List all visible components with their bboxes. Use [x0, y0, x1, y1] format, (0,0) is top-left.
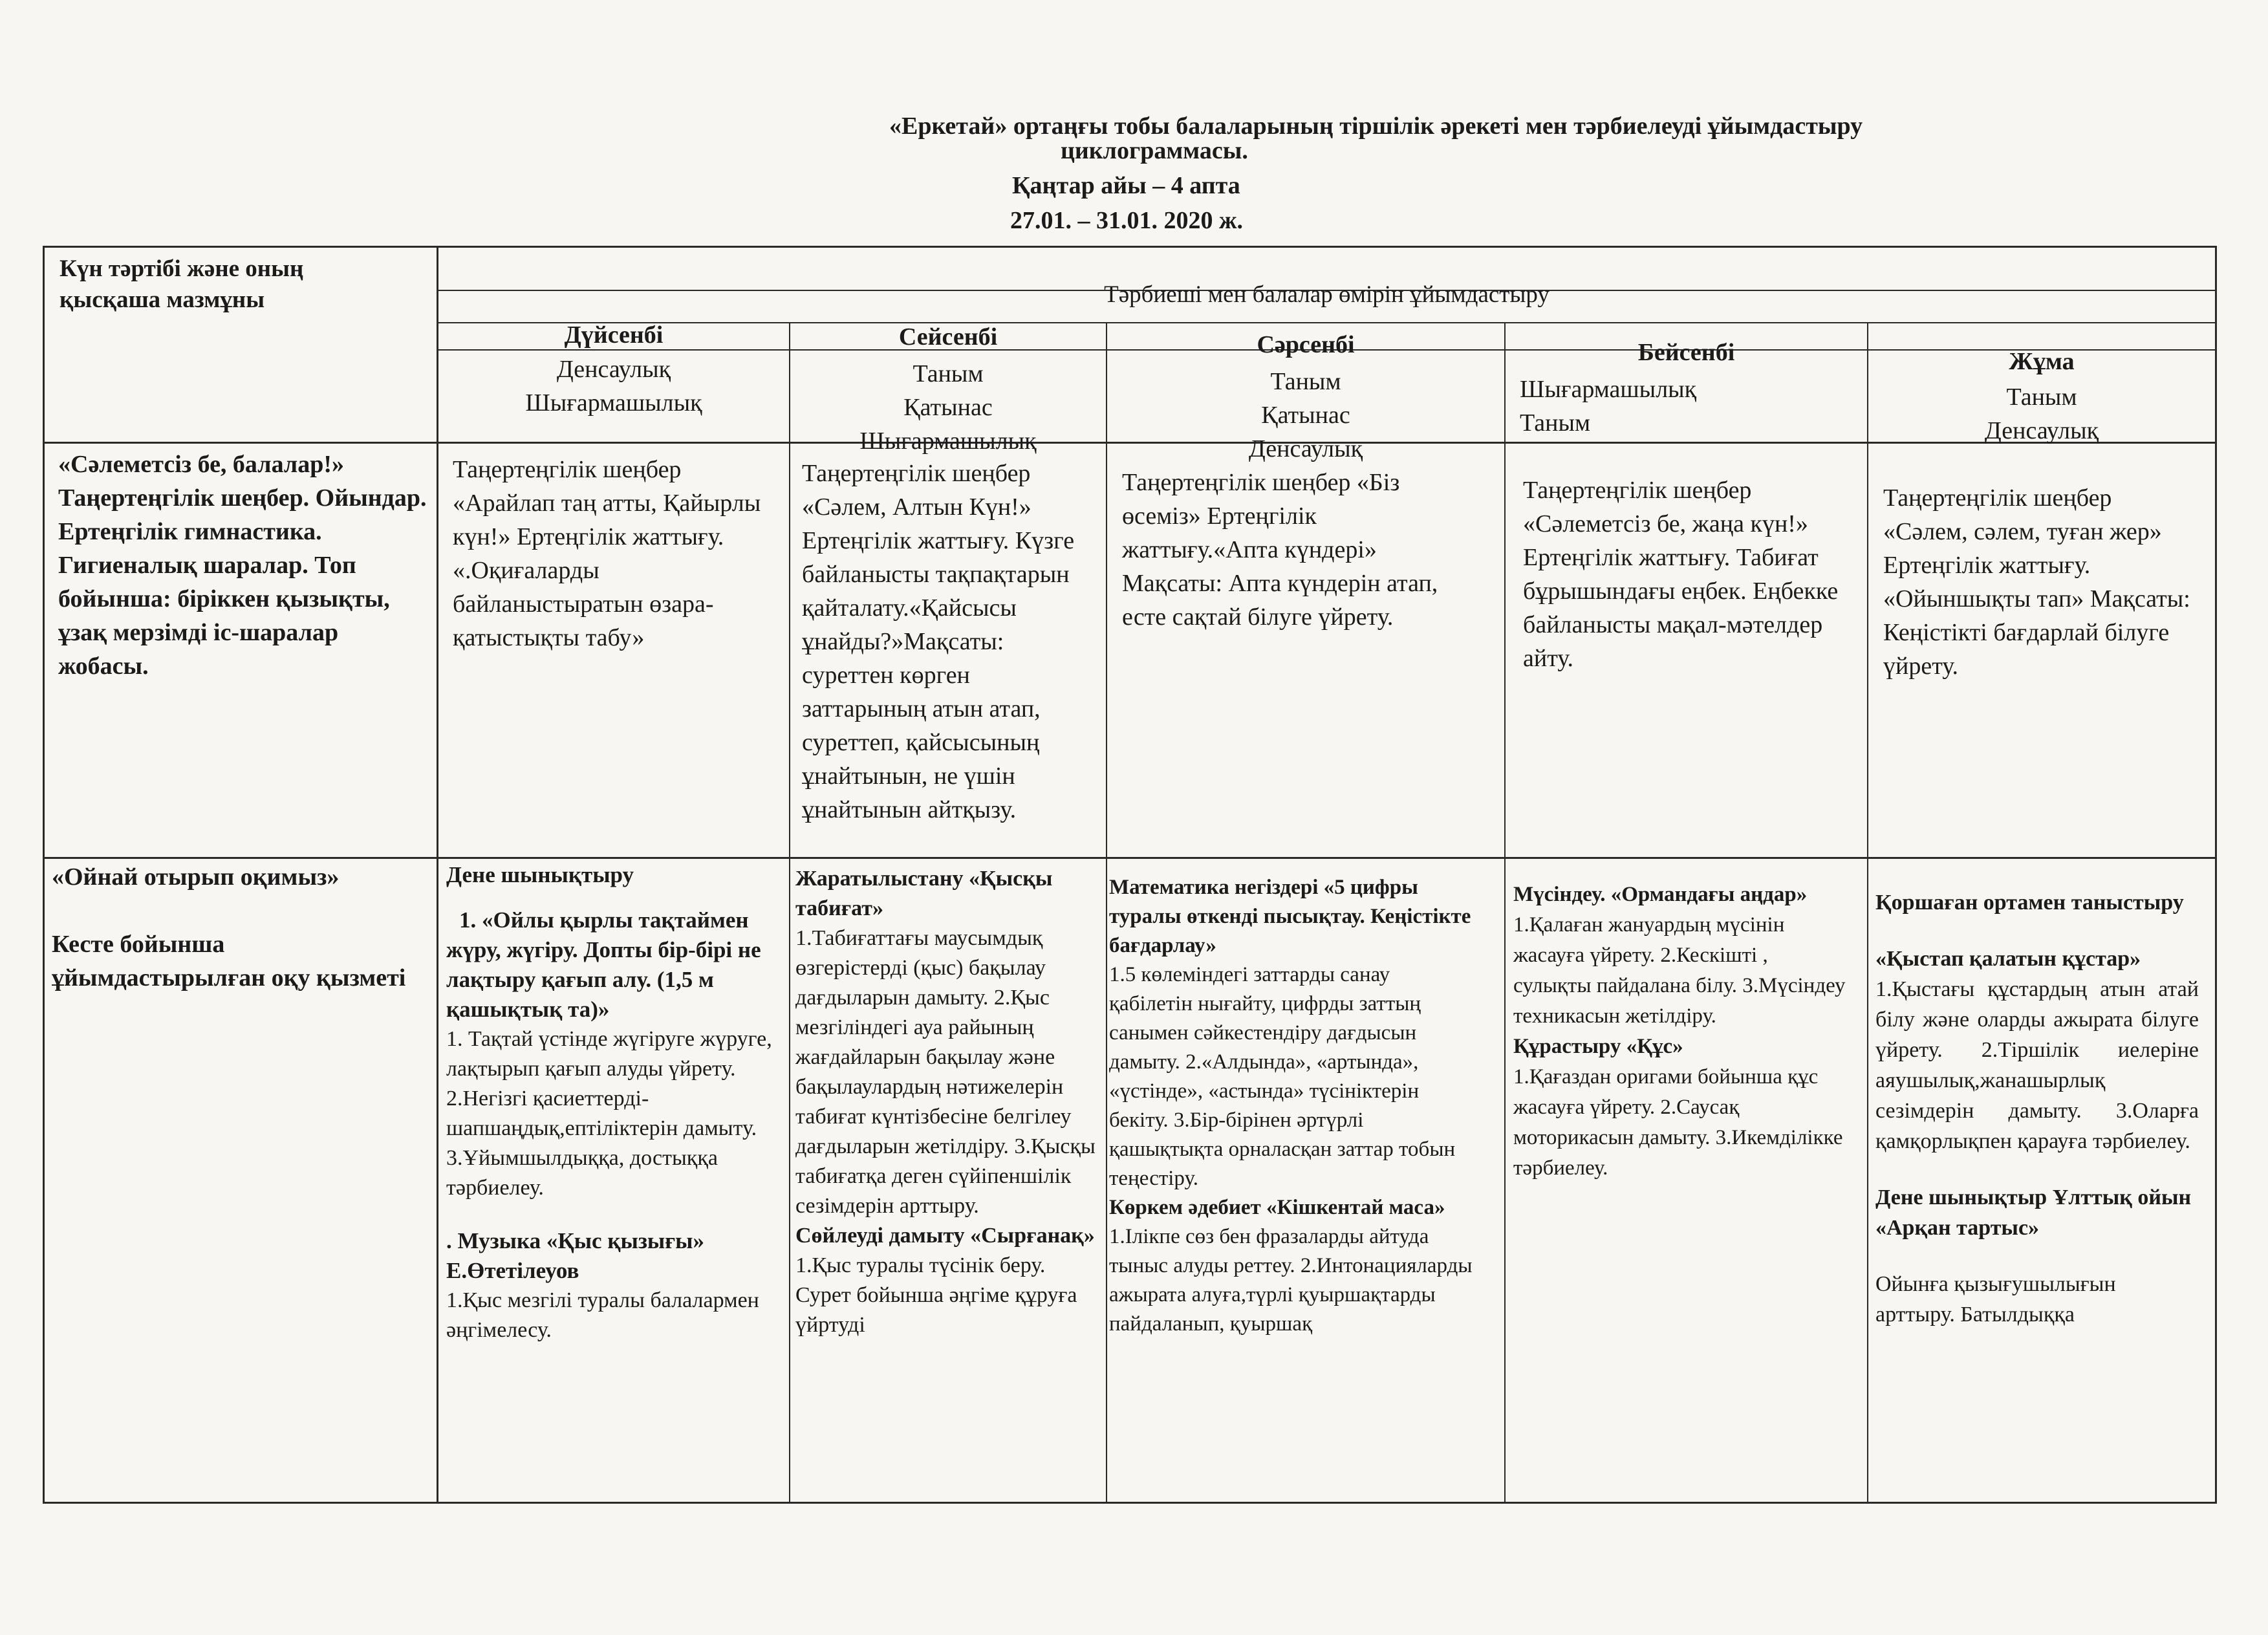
table-border-top	[43, 246, 2217, 248]
table-border-bottom	[43, 1502, 2217, 1504]
subject-title: Дене шынықтыр Ұлттық ойын «Арқан тартыс»	[1875, 1186, 2192, 1240]
area-item: Денсаулық	[1984, 417, 2099, 444]
row2-label	[52, 860, 427, 995]
topic-title: «Қыстап қалатын құстар»	[1875, 947, 2141, 971]
goals: 1.Қыстағы құстардың атын атай білу және оларды ажырата білуге үйрету. 2.Тіршілік иелеріне аяушылық,жанашырлық сезімдерін дамыту. 3.Оларға қамқорлықпен қарауға тәрбиелеу.	[1875, 977, 2199, 1153]
area-item: Таным	[913, 360, 984, 387]
table-col-line-3	[1106, 322, 1107, 1504]
row2-wednesday	[1109, 873, 1478, 1339]
subject-title: Математика негіздері «5 цифры туралы өткенді пысықтау. Кеңістікте бағдарлау»	[1109, 876, 1471, 957]
row2-label-title: «Ойнай отырып оқимыз»	[52, 863, 340, 891]
topic-title: 1. «Ойлы қырлы тақтаймен жүру, жүгіру. Допты бір-бірі не лақтыру қағып алу. (1,5 м қашықтық та)»	[446, 907, 761, 1022]
table-col-line-4	[1504, 322, 1506, 1504]
corner-header: Күн тәртібі және оның қысқаша мазмұны	[59, 255, 304, 313]
goals: 1. Тақтай үстінде жүгіруге жүруге, лақтырып қағып алуды үйрету. 2.Негізгі қасиеттерді-шапшаңдық,ептіліктерін дамыту. 3.Ұйымшылдыққа, достыққа тәрбиелеу.	[446, 1027, 772, 1200]
goals: 1.Қыс туралы түсінік беру. Сурет бойынша әңгіме құруға үйртуді	[795, 1253, 1077, 1337]
areas-tuesday	[790, 357, 1106, 458]
area-item: Шығармашылық	[859, 428, 1037, 455]
subject-title: Құрастыру «Құс»	[1513, 1035, 1683, 1058]
day-thursday: Бейсенбі	[1637, 339, 1735, 366]
row1-monday: Таңертеңгілік шеңбер «Арайлап таң атты, Қайырлы күн!» Ертеңгілік жаттығу. «.Оқиғаларды байланыстыратын өзара-қатыстықты табу»	[453, 456, 761, 651]
subject-title: Мүсіндеу. «Ормандағы аңдар»	[1513, 883, 1808, 906]
main-header: Тәрбиеші мен балалар өмірін ұйымдастыру	[1104, 281, 1550, 308]
area-item: Денсаулық	[1248, 435, 1363, 462]
row1-tuesday: Таңертеңгілік шеңбер «Сәлем, Алтын Күн!» Ертеңгілік жаттығу. Күзге байланысты тақпақтарын қайталату.«Қайсысы ұнайды?»Мақсаты: суреттен көрген заттарының атын атап, суреттеп, қайсысының ұнайтынын, не үшін ұнайтынын айтқызу.	[802, 460, 1075, 823]
subject-title: Қоршаған ортамен таныстыру	[1875, 891, 2184, 915]
area-item: Таным	[1270, 368, 1341, 395]
row1-wednesday: Таңертеңгілік шеңбер «Біз өсеміз» Ертеңгілік жаттығу.«Апта күндері» Мақсаты: Апта күндерін атап, есте сақтай білуге үйрету.	[1122, 469, 1438, 631]
day-monday: Дүйсенбі	[564, 321, 664, 349]
row2-tuesday	[795, 864, 1099, 1340]
table-border-left	[43, 246, 45, 1504]
area-item: Шығармашылық	[1520, 376, 1697, 403]
row1-thursday: Таңертеңгілік шеңбер «Сәлеметсіз бе, жаңа күн!» Ертеңгілік жаттығу. Табиғат бұрышындағы еңбек. Еңбекке байланысты мақал-мәтелдер айту.	[1523, 477, 1839, 672]
goals: 1.Табиғаттағы маусымдық өзгерістерді (қыс) бақылау дағдыларын дамыту. 2.Қыс мезгіліндегі ауа райының жағдайларын бақылау және бақылаулардың нәтижелерін табиғат күнтізбесіне белгілеу дағдыларын жетілдіру. 3.Қысқы табиғатқа деген сүйіпеншілік сезімдерін арттыру.	[795, 926, 1096, 1218]
subject-title: . Музыка «Қыс қызығы» Е.Өтетілеуов	[446, 1228, 704, 1283]
goals: 1.Қалаған жануардың мүсінін жасауға үйрету. 2.Кескішті , сулықты пайдалана білу. 3.Мүсіндеу техникасын жетілдіру.	[1513, 913, 1846, 1028]
area-item: Қатынас	[1261, 402, 1350, 429]
area-item: Таным	[1520, 409, 1591, 437]
table-line-row2	[43, 857, 2217, 859]
area-item: Қатынас	[903, 394, 993, 421]
subject-title: Сөйлеуді дамыту «Сырғанақ»	[795, 1224, 1095, 1248]
goals: 1.5 көлеміндегі заттарды санау қабілетін нығайту, цифрды заттың санымен сәйкестендіру дағдысын дамыту. 2.«Алдында», «артында», «үстінде», «астында» түсініктерін бекіту. 3.Бір-бірінен әртүрлі қашықтықта орналасқан заттар тобын теңестіру.	[1109, 963, 1456, 1190]
goals: 1.Қыс мезгілі туралы балалармен әңгімелесу.	[446, 1288, 759, 1342]
area-item: Шығармашылық	[525, 389, 702, 417]
row2-label-desc: Кесте бойынша ұйымдастырылған оқу қызметі	[52, 931, 406, 991]
row2-friday	[1875, 887, 2199, 1330]
goals: 1.Қағаздан оригами бойынша құс жасауға үйрету. 2.Саусақ моторикасын дамыту. 3.Икемділікке тәрбиелеу.	[1513, 1065, 1843, 1180]
row2-monday	[446, 860, 783, 1345]
title-line-2: циклограммасы.	[1061, 137, 1248, 164]
subject-title: Дене шынықтыру	[446, 862, 634, 887]
subject-title: Көркем әдебиет «Кішкентай маса»	[1109, 1196, 1445, 1219]
area-item: Таным	[2006, 384, 2077, 411]
row2-thursday	[1513, 880, 1850, 1184]
title-line-1: «Еркетай» ортаңғы тобы балаларының тіршілік әрекеті мен тәрбиелеуді ұйымдастыру	[889, 113, 1863, 140]
areas-wednesday	[1107, 365, 1504, 466]
row1-friday: Таңертеңгілік шеңбер «Сәлем, сәлем, туған жер» Ертеңгілік жаттығу. «Ойыншықты тап» Мақсаты: Кеңістікті бағдарлай білуге үйрету.	[1883, 484, 2190, 680]
table-col-line-1	[437, 246, 438, 1504]
title-line-4: 27.01. – 31.01. 2020 ж.	[1010, 207, 1244, 234]
title-line-3: Қаңтар айы – 4 апта	[1012, 172, 1240, 199]
areas-friday	[1868, 380, 2215, 448]
table-col-line-5	[1867, 322, 1868, 1504]
areas-monday	[438, 352, 789, 420]
areas-thursday	[1520, 373, 1843, 440]
day-tuesday: Сейсенбі	[898, 323, 998, 351]
table-border-right	[2215, 246, 2217, 1504]
subject-title: Жаратылыстану «Қысқы табиғат»	[795, 867, 1053, 920]
goals: 1.Ілікпе сөз бен фразаларды айтуда тыныс алуды реттеу. 2.Интонацияларды ажырата алуға,түрлі қуыршақтарды пайдаланып, қуыршақ	[1109, 1225, 1473, 1336]
goals: Ойынға қызығушылығын арттыру. Батылдыққа	[1875, 1272, 2116, 1326]
day-wednesday: Сәрсенбі	[1257, 331, 1355, 358]
area-item: Денсаулық	[556, 356, 671, 383]
table-col-line-2	[789, 322, 790, 1504]
day-friday: Жұма	[2009, 348, 2075, 375]
row1-label: «Сәлеметсіз бе, балалар!» Таңертеңгілік шеңбер. Ойындар. Ертеңгілік гимнастика. Гигиеналық шаралар. Топ бойынша: біріккен қызықты, ұзақ мерзімді іс-шаралар жобасы.	[58, 451, 427, 680]
